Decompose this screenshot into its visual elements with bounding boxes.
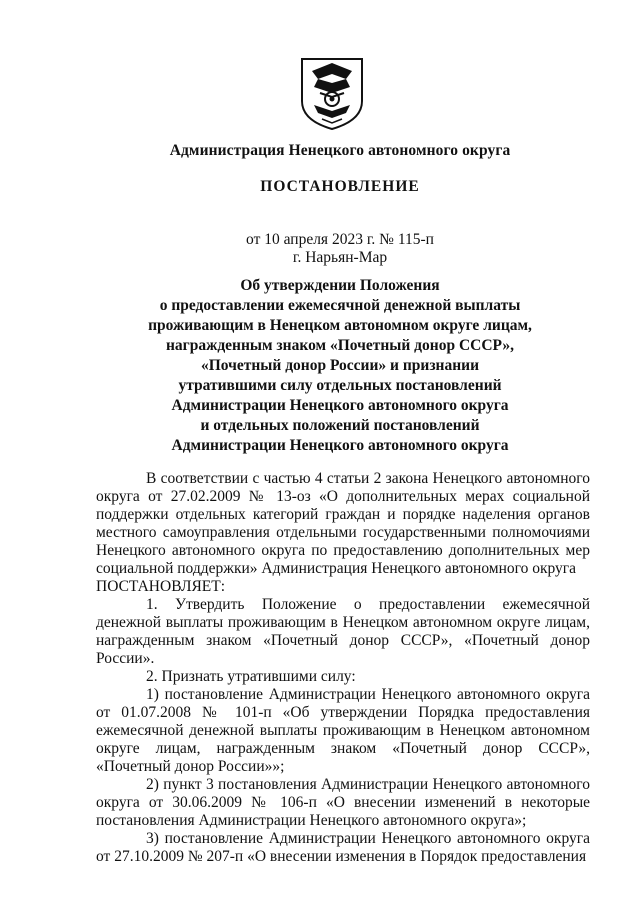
- document-meta: [0, 231, 640, 267]
- title-line: Администрации Ненецкого автономного округа: [171, 437, 509, 454]
- title-line: Об утверждении Положения: [240, 277, 440, 294]
- preamble-paragraph: В соответствии с частью 4 статьи 2 закона Ненецкого автономного округа от 27.02.2009 № 13-оз «О дополнительных мерах социальной поддержки отдельных категорий граждан и порядке наделения органов местного самоуправления отдельными государственными полномочиями Ненецкого автономного округа по предоставлению дополнительных мер социальной поддержки» Администрация Ненецкого автономного округа: [96, 470, 590, 577]
- item-1: 1. Утвердить Положение о предоставлении ежемесячной денежной выплаты проживающим в Ненецком автономном округе лицам, награжденным знаком «Почетный донор СССР», «Почетный донор России».: [96, 596, 590, 667]
- title-line: и отдельных положений постановлений: [200, 417, 480, 434]
- title-line: проживающим в Ненецком автономном округе лицам,: [148, 317, 532, 334]
- subitem-3: 3) постановление Администрации Ненецкого автономного округа от 27.10.2009 № 207-п «О внесении изменения в Порядок предоставления: [96, 830, 590, 865]
- title-line: о предоставлении ежемесячной денежной выплаты: [159, 297, 521, 314]
- document-type: ПОСТАНОВЛЕНИЕ: [260, 178, 420, 195]
- coat-of-arms-icon: [298, 57, 366, 131]
- place: г. Нарьян-Мар: [292, 249, 388, 266]
- title-line: награжденным знаком «Почетный донор СССР»,: [165, 337, 515, 354]
- document-body: [96, 470, 590, 866]
- subitem-2: 2) пункт 3 постановления Администрации Ненецкого автономного округа от 30.06.2009 № 106-п «О внесении изменений в некоторые постановления Администрации Ненецкого автономного округа»;: [96, 776, 590, 829]
- subitem-1: 1) постановление Администрации Ненецкого автономного округа от 01.07.2008 № 101-п «Об утверждении Порядка предоставления ежемесячной денежной выплаты проживающим в Ненецком автономном округе лицам, награжденным знаком «Почетный донор СССР», «Почетный донор России»»;: [96, 686, 590, 775]
- date-number: от 10 апреля 2023 г. № 115-п: [246, 231, 434, 248]
- item-2: 2. Признать утратившими силу:: [146, 668, 356, 685]
- decree-word: ПОСТАНОВЛЯЕТ:: [96, 578, 226, 595]
- organization-name: Администрация Ненецкого автономного округа: [169, 142, 511, 159]
- document-title: [0, 276, 640, 456]
- title-line: утратившими силу отдельных постановлений: [178, 377, 502, 394]
- title-line: Администрации Ненецкого автономного округа: [171, 397, 509, 414]
- title-line: «Почетный донор России» и признании: [200, 357, 480, 374]
